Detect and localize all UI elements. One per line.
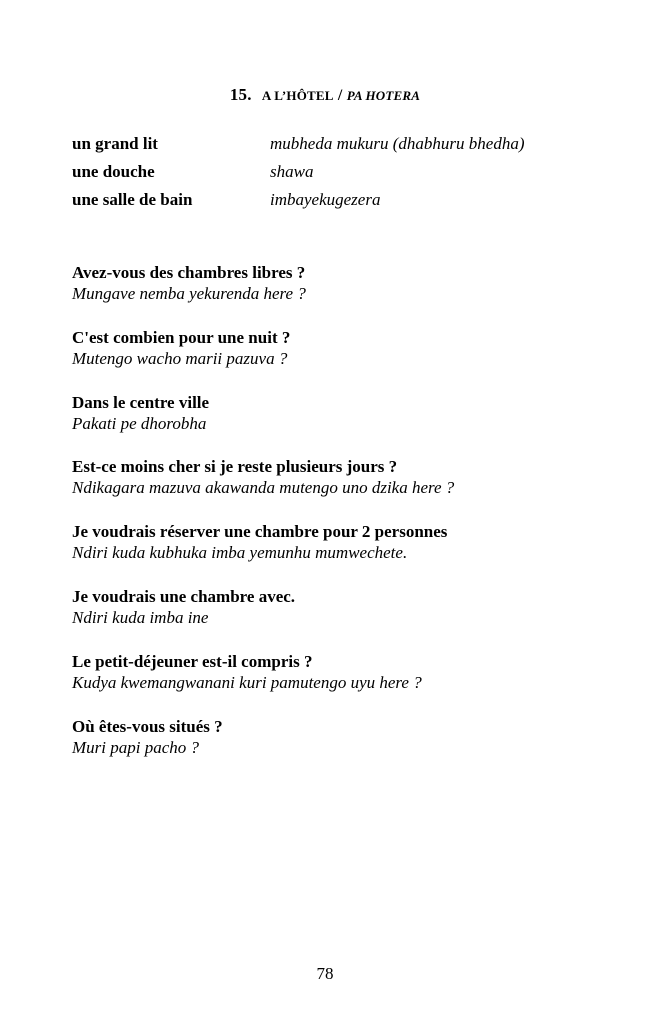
vocabulary-list <box>72 132 592 216</box>
vocab-french: une douche <box>72 162 155 181</box>
phrase-shona: Muri papi pacho ? <box>72 737 200 757</box>
phrase-shona: Mutengo wacho marii pazuva ? <box>72 348 288 368</box>
phrase-entry <box>72 327 612 392</box>
vocab-french: une salle de bain <box>72 190 193 209</box>
phrase-shona: Pakati pe dhorobha <box>72 413 207 433</box>
phrase-shona: Ndiri kuda kubhuka imba yemunhu mumwechete. <box>72 543 408 563</box>
section-number: 15. <box>229 85 252 104</box>
phrase-shona: Mungave nemba yekurenda here ? <box>72 284 306 303</box>
section-title-french: A L’HÔTEL <box>261 88 334 103</box>
phrase-french: Avez-vous des chambres libres ? <box>72 263 306 282</box>
vocab-shona: mubheda mukuru (dhabhuru bhedha) <box>270 134 525 153</box>
vocab-shona: shawa <box>270 162 314 181</box>
phrase-french: Est-ce moins cher si je reste plusieurs jours ? <box>72 457 398 477</box>
phrase-shona: Ndikagara mazuva akawanda mutengo uno dzika here ? <box>72 478 455 498</box>
phrase-entry <box>72 716 612 781</box>
phrase-entry <box>72 262 612 327</box>
vocab-entry <box>72 160 592 188</box>
phrase-french: Où êtes-vous situés ? <box>72 716 223 736</box>
phrase-entry <box>72 392 612 457</box>
vocab-french: un grand lit <box>72 134 158 153</box>
phrase-list <box>72 262 612 780</box>
vocab-entry <box>72 132 592 160</box>
phrase-entry <box>72 456 612 521</box>
vocab-entry <box>72 188 592 216</box>
title-separator: / <box>337 87 343 104</box>
phrase-shona: Ndiri kuda imba ine <box>72 607 209 627</box>
page-number: 78 <box>316 964 334 983</box>
phrase-shona: Kudya kwemangwanani kuri pamutengo uyu here ? <box>72 672 422 692</box>
phrase-entry <box>72 651 612 716</box>
phrase-french: C'est combien pour une nuit ? <box>72 327 291 347</box>
phrase-french: Je voudrais une chambre avec. <box>72 586 296 606</box>
phrase-entry <box>72 586 612 651</box>
phrase-french: Je voudrais réserver une chambre pour 2 personnes <box>72 522 448 542</box>
phrase-french: Dans le centre ville <box>72 392 210 412</box>
vocab-shona: imbayekugezera <box>270 190 381 209</box>
phrase-french: Le petit-déjeuner est-il compris ? <box>72 651 313 671</box>
section-title-shona: PA HOTERA <box>346 88 421 103</box>
section-heading <box>0 85 650 105</box>
phrase-entry <box>72 521 612 586</box>
